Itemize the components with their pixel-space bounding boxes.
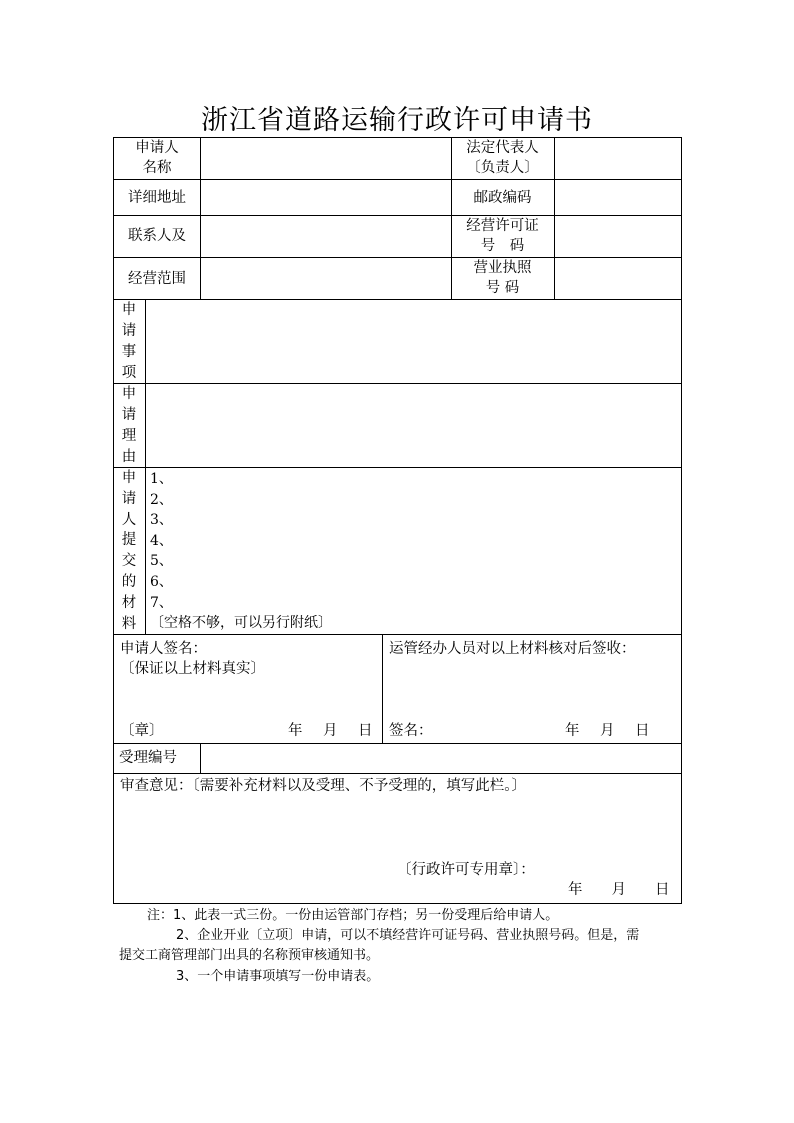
note-3: 3、一个申请事项填写一份申请表。 <box>176 969 380 984</box>
row-line <box>113 467 682 468</box>
note-2: 2、企业开业〔立项〕申请，可以不填经营许可证号码、营业执照号码。但是，需 <box>176 928 640 943</box>
review-date: 年 月 日 <box>568 882 670 898</box>
legal-rep-field[interactable] <box>555 138 681 179</box>
postal-field[interactable] <box>555 180 681 215</box>
scope-label: 经营范围 <box>128 271 186 287</box>
guarantee-text: 〔保证以上材料真实〕 <box>120 661 265 677</box>
review-seal: 〔行政许可专用章〕： <box>397 862 535 878</box>
row-line <box>113 634 682 635</box>
materials-label: 申 请 人 提 交 的 材 料 <box>121 470 137 632</box>
postal-label: 邮政编码 <box>473 190 532 206</box>
applicant-date: 年 月 日 <box>288 723 376 739</box>
note-2-cont: 提交工商管理部门出具的名称预审核通知书。 <box>119 948 380 963</box>
applicant-sign-label: 申请人签名： <box>120 641 207 657</box>
contact-field[interactable] <box>201 216 451 257</box>
matters-label: 申 请 事 项 <box>121 302 137 381</box>
address-field[interactable] <box>201 180 451 215</box>
officer-sign-label: 运管经办人员对以上材料核对后签收： <box>389 641 636 657</box>
list-item[interactable]: 4、 <box>150 532 173 549</box>
list-item[interactable]: 5、 <box>150 553 173 570</box>
page-title: 浙江省道路运输行政许可申请书 <box>201 105 593 136</box>
list-item[interactable]: 2、 <box>150 491 173 508</box>
applicant-name-label: 申请人 名称 <box>135 140 179 176</box>
business-license-label: 营业执照 号 码 <box>473 260 532 296</box>
scope-field[interactable] <box>201 258 451 299</box>
seal-label: 〔章〕 <box>120 723 164 739</box>
list-item[interactable]: 3、 <box>150 512 173 529</box>
license-field[interactable] <box>555 216 681 257</box>
license-label: 经营许可证 号 码 <box>466 218 539 254</box>
table-border-right <box>681 137 682 904</box>
officer-date: 年 月 日 <box>565 723 653 739</box>
col-line <box>382 634 383 743</box>
acceptance-label: 受理编号 <box>119 750 177 766</box>
contact-label: 联系人及 <box>128 228 186 244</box>
materials-list <box>150 469 173 613</box>
matters-field[interactable] <box>146 300 681 383</box>
materials-note: 〔空格不够，可以另行附纸〕 <box>150 615 332 631</box>
reason-field[interactable] <box>146 384 681 467</box>
table-border-bottom <box>113 903 682 904</box>
sign-name-label: 签名： <box>389 723 433 739</box>
applicant-name-field[interactable] <box>201 138 451 179</box>
reason-label: 申 请 理 由 <box>121 386 137 465</box>
list-item[interactable]: 6、 <box>150 573 173 590</box>
note-1: 注：1、此表一式三份。一份由运管部门存档；另一份受理后给申请人。 <box>147 908 559 923</box>
acceptance-field[interactable] <box>201 744 681 773</box>
list-item[interactable]: 7、 <box>150 594 173 611</box>
review-label: 审查意见：〔需要补充材料以及受理、不予受理的，填写此栏。〕 <box>120 778 526 794</box>
address-label: 详细地址 <box>128 190 186 206</box>
row-line <box>113 773 682 774</box>
legal-rep-label: 法定代表人 〔负责人〕 <box>466 140 539 176</box>
list-item[interactable]: 1、 <box>150 471 173 487</box>
business-license-field[interactable] <box>555 258 681 299</box>
